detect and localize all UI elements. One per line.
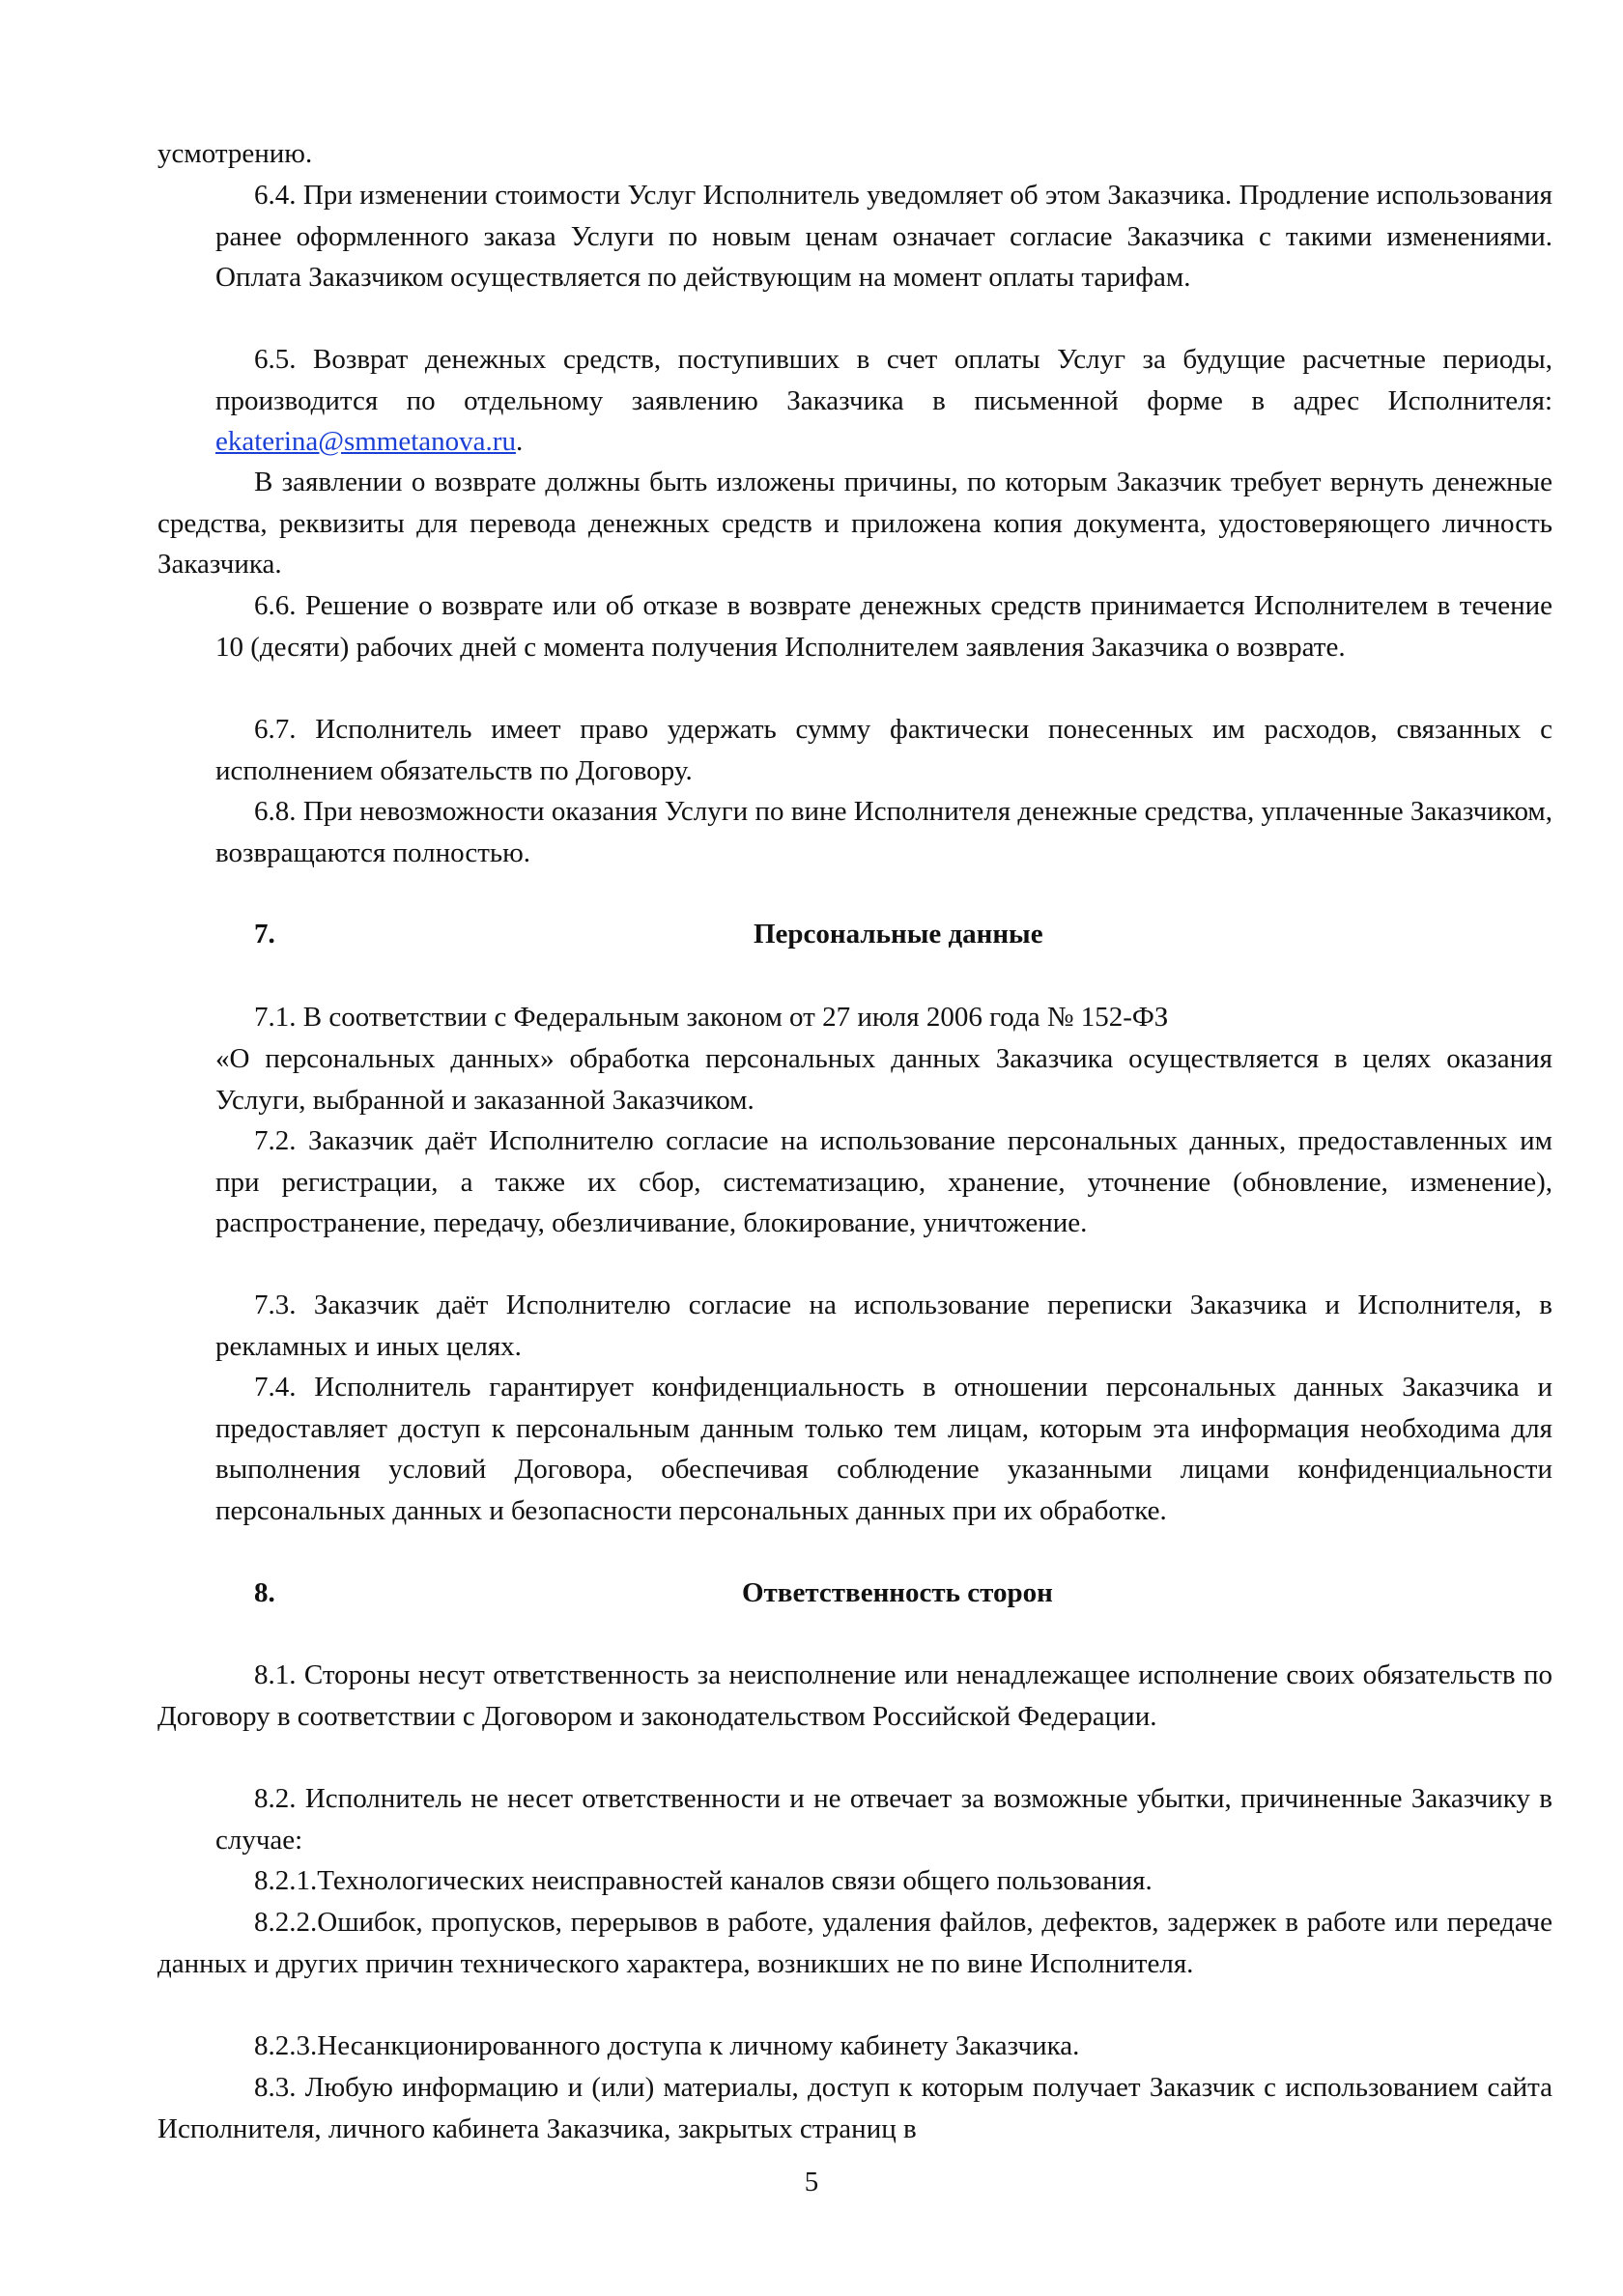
paragraph-text: В заявлении о возврате должны быть изложены причины, по которым Заказчик требует вернуть денежные средства, реквизиты для перевода денежных средств и приложена копия документа, удостоверяющего личность Заказчика. [157, 467, 1552, 580]
paragraph-continuation [157, 133, 1552, 175]
clause-8-2-3 [215, 2026, 1552, 2067]
clause-text: 8.2. Исполнитель не несет ответственности и не отвечает за возможные убытки, причиненные Заказчику в случае: [215, 1783, 1552, 1856]
clause-text: 8.2.3.Несанкционированного доступа к личному кабинету Заказчика. [254, 2030, 1080, 2061]
section-8-number: 8. [254, 1577, 275, 1608]
clause-6-7 [215, 709, 1552, 791]
email-link[interactable]: ekaterina@smmetanova.ru [215, 426, 516, 457]
clause-text: 6.7. Исполнитель имеет право удержать сумму фактически понесенных им расходов, связанных с исполнением обязательств по Договору. [215, 714, 1552, 786]
clause-text: 7.2. Заказчик даёт Исполнителю согласие на использование персональных данных, предоставленных им при регистрации, а также их сбор, систематизацию, хранение, уточнение (обновление, изменение), распространение, передачу, обезличивание, блокирование, уничтожение. [215, 1125, 1552, 1238]
clause-8-1 [157, 1655, 1552, 1737]
paragraph-text: усмотрению. [157, 138, 313, 169]
clause-6-5 [215, 339, 1552, 463]
clause-8-2 [215, 1778, 1552, 1860]
section-7-number: 7. [254, 919, 275, 950]
clause-8-2-2 [157, 1902, 1552, 1984]
page-number: 5 [804, 2167, 819, 2197]
clause-8-3 [157, 2067, 1552, 2149]
clause-8-2-1 [215, 1860, 1552, 1902]
clause-text: 8.2.1.Технологических неисправностей каналов связи общего пользования. [254, 1865, 1153, 1896]
clause-text-end: . [515, 426, 524, 457]
section-7-title: Персональные данные [754, 919, 1043, 950]
clause-7-1 [215, 997, 1552, 1038]
clause-text: 7.1. В соответствии с Федеральным законом от 27 июля 2006 года № 152-ФЗ [254, 1002, 1169, 1033]
clause-text: 6.4. При изменении стоимости Услуг Исполнитель уведомляет об этом Заказчика. Продление использования ранее оформленного заказа Услуги по новым ценам означает согласие Заказчика с такими изменениями. Оплата Заказчиком осуществляется по действующим на момент оплаты тарифам. [215, 180, 1552, 293]
clause-7-3 [215, 1285, 1552, 1367]
clause-text: 6.5. Возврат денежных средств, поступивших в счет оплаты Услуг за будущие расчетные периоды, производится по отдельному заявлению Заказчика в письменной форме в адрес Исполнителя: [215, 344, 1552, 416]
clause-7-2 [215, 1120, 1552, 1244]
clause-7-1-continued [215, 1038, 1552, 1120]
clause-text: 8.1. Стороны несут ответственность за неисполнение или ненадлежащее исполнение своих обязательств по Договору в соответствии с Договором и законодательством Российской Федерации. [157, 1659, 1552, 1732]
clause-6-8 [215, 791, 1552, 873]
clause-text: 7.3. Заказчик даёт Исполнителю согласие на использование переписки Заказчика и Исполнителя, в рекламных и иных целях. [215, 1290, 1552, 1362]
clause-text: 8.2.2.Ошибок, пропусков, перерывов в работе, удаления файлов, дефектов, задержек в работе или передаче данных и других причин технического характера, возникших не по вине Исполнителя. [157, 1907, 1552, 1979]
clause-7-4 [215, 1367, 1552, 1531]
clause-6-4 [215, 175, 1552, 298]
clause-text: 6.8. При невозможности оказания Услуги по вине Исполнителя денежные средства, уплаченные Заказчиком, возвращаются полностью. [215, 796, 1552, 868]
clause-text: «О персональных данных» обработка персональных данных Заказчика осуществляется в целях оказания Услуги, выбранной и заказанной Заказчиком. [215, 1043, 1552, 1116]
clause-text: 8.3. Любую информацию и (или) материалы, доступ к которым получает Заказчик с использованием сайта Исполнителя, личного кабинета Заказчика, закрытых страниц в [157, 2072, 1552, 2144]
refund-request-paragraph [157, 462, 1552, 585]
section-8-title: Ответственность сторон [742, 1577, 1053, 1608]
clause-text: 7.4. Исполнитель гарантирует конфиденциальность в отношении персональных данных Заказчика и предоставляет доступ к персональным данным только тем лицам, которым эта информация необходима для выполнения условий Договора, обеспечивая соблюдение указанными лицами конфиденциальности персональных данных и безопасности персональных данных при их обработке. [215, 1372, 1552, 1526]
clause-text: 6.6. Решение о возврате или об отказе в возврате денежных средств принимается Исполнителем в течение 10 (десяти) рабочих дней с момента получения Исполнителем заявления Заказчика о возврате. [215, 590, 1552, 663]
clause-6-6 [215, 585, 1552, 667]
